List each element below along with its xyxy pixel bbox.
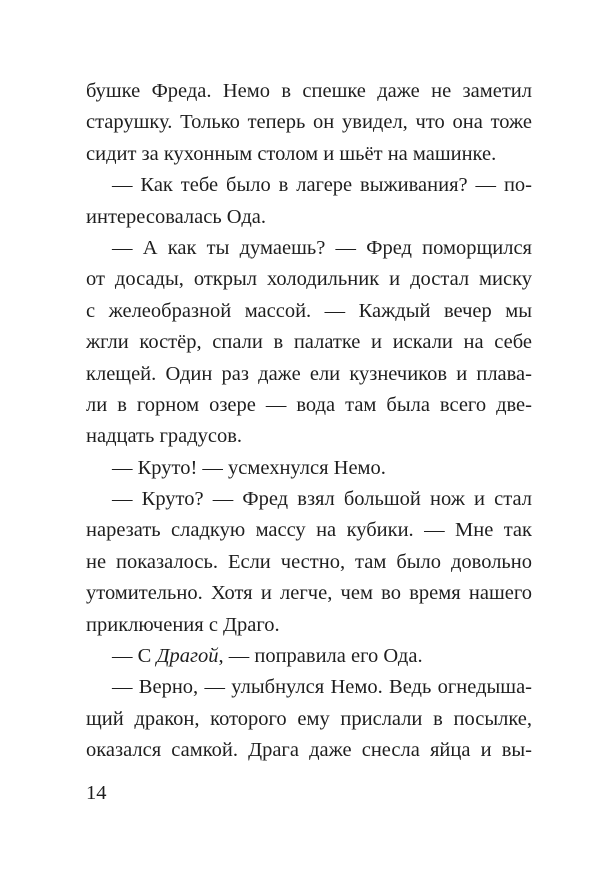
- text-segment: , — поправила его Ода.: [218, 645, 423, 668]
- text-line: — Круто? — Фред взял большой нож и стал: [112, 488, 532, 511]
- text-line: — Как тебе было в лагере выживания? — по-: [112, 174, 532, 197]
- text-line: жгли костёр, спали в палатке и искали на себе: [86, 331, 532, 354]
- page-text: [86, 76, 532, 767]
- text-line: ли в горном озере — вода там была всего две-: [86, 393, 532, 416]
- text-segment: — С: [112, 645, 157, 668]
- text-line: от досады, открыл холодильник и достал миску: [86, 268, 532, 291]
- text-line: — Круто! — усмехнулся Немо.: [112, 456, 386, 479]
- text-line: с желеобразной массой. — Каждый вечер мы: [86, 299, 532, 322]
- italic-name: Драгой: [156, 645, 219, 668]
- text-line: оказался самкой. Драга даже снесла яйца и вы-: [86, 739, 532, 762]
- text-line: приключения с Драго.: [86, 613, 280, 636]
- text-line: нарезать сладкую массу на кубики. — Мне так: [86, 519, 532, 542]
- text-line: — Верно, — улыбнулся Немо. Ведь огнедыша-: [112, 676, 532, 699]
- text-line: сидит за кухонным столом и шьёт на машинке.: [86, 142, 497, 165]
- text-line: не показалось. Если честно, там было довольно: [86, 550, 532, 573]
- text-line: клещей. Один раз даже ели кузнечиков и плава-: [86, 362, 532, 385]
- text-line: бушке Фреда. Немо в спешке даже не заметил: [86, 80, 532, 102]
- text-line: интересовалась Ода.: [86, 205, 266, 228]
- text-line: утомительно. Хотя и легче, чем во время нашего: [86, 582, 532, 605]
- text-line: — А как ты думаешь? — Фред поморщился: [112, 236, 532, 259]
- text-line: щий дракон, которого ему прислали в посылке,: [86, 707, 532, 730]
- text-line: старушку. Только теперь он увидел, что она тоже: [86, 111, 532, 134]
- page-number: 14: [86, 782, 107, 804]
- text-line: надцать градусов.: [86, 425, 243, 448]
- text-line: [86, 641, 532, 672]
